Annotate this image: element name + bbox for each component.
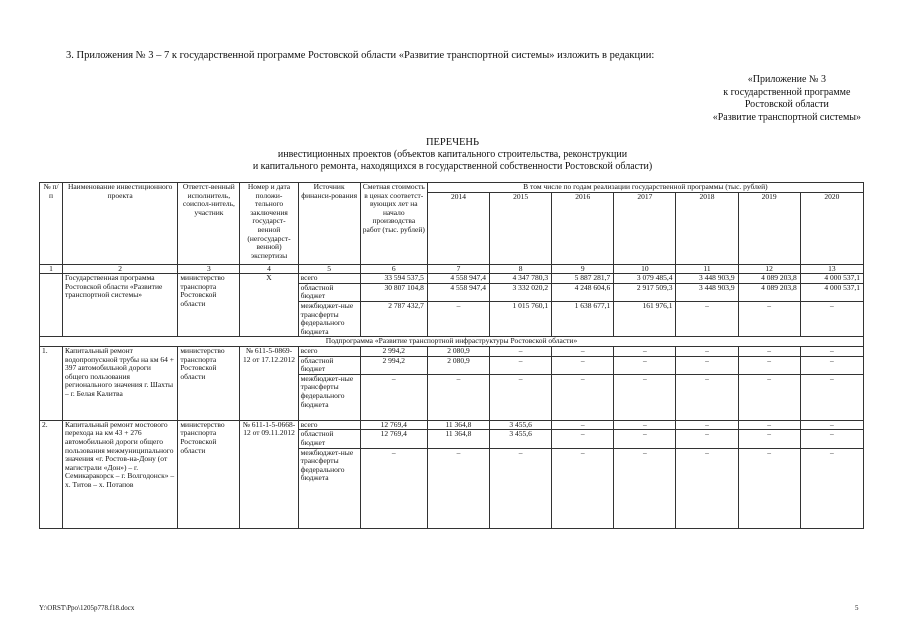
- header-years-group: В том числе по годам реализации государственной программы (тыс. рублей): [427, 183, 863, 193]
- year-value: 2 917 509,3: [614, 283, 676, 301]
- header-num: № п/п: [40, 183, 63, 265]
- investment-projects-table: [39, 182, 864, 529]
- year-value: –: [676, 430, 738, 448]
- source-cell: всего: [298, 346, 360, 356]
- source-cell: всего: [298, 274, 360, 284]
- project-name: Капитальный ремонт мостового перехода на км 43 + 276 автомобильной дороги общего пользования межмуниципального значения «г. Ростов-на-Дону (от магистрали «Дон») – г. Семикаракорск – г. Волгодонск» – х. Титов – х. Потапов: [63, 420, 178, 528]
- page-number: 5: [855, 604, 859, 612]
- cost-cell: 12 769,4: [360, 430, 427, 448]
- year-value: 11 364,8: [427, 420, 489, 430]
- cost-cell: 2 994,2: [360, 356, 427, 374]
- year-value: 161 976,1: [614, 301, 676, 336]
- year-value: –: [427, 374, 489, 420]
- year-value: –: [490, 448, 552, 528]
- column-number: 1: [40, 264, 63, 274]
- cost-cell: 2 787 432,7: [360, 301, 427, 336]
- footer-file-path: Y:\ORST\Ppo\1205p778.f18.docx: [39, 604, 135, 612]
- year-value: –: [552, 356, 614, 374]
- year-value: 4 000 537,1: [800, 283, 863, 301]
- year-value: –: [490, 356, 552, 374]
- header-year: 2016: [552, 192, 614, 264]
- column-number: 8: [490, 264, 552, 274]
- year-value: 5 887 281,7: [552, 274, 614, 284]
- header-responsible: Ответст-венный исполнитель, соиспол-нитель, участник: [178, 183, 240, 265]
- column-number: 11: [676, 264, 738, 274]
- year-value: –: [738, 301, 800, 336]
- subprogram-heading: Подпрограмма «Развитие транспортной инфраструктуры Ростовской области»: [40, 337, 864, 347]
- intro-text: 3. Приложения № 3 – 7 к государственной программе Ростовской области «Развитие транспортной системы» изложить в редакции:: [66, 50, 655, 61]
- year-value: –: [614, 346, 676, 356]
- project-responsible: министерство транспорта Ростовской области: [178, 420, 240, 528]
- year-value: –: [800, 356, 863, 374]
- year-value: –: [676, 301, 738, 336]
- year-value: –: [552, 430, 614, 448]
- year-value: 3 448 903,9: [676, 283, 738, 301]
- project-name: Капитальный ремонт водопропускной трубы на км 64 + 397 автомобильной дороги общего пользования регионального значения г. Шахты – г. Белая Калитва: [63, 346, 178, 420]
- year-value: 4 558 947,4: [427, 283, 489, 301]
- year-value: 3 455,6: [490, 430, 552, 448]
- year-value: 2 080,9: [427, 346, 489, 356]
- year-value: –: [738, 374, 800, 420]
- document-title: [0, 137, 905, 173]
- header-year: 2014: [427, 192, 489, 264]
- year-value: –: [676, 420, 738, 430]
- program-responsible: министерство транспорта Ростовской области: [178, 274, 240, 337]
- project-responsible: министерство транспорта Ростовской области: [178, 346, 240, 420]
- column-number: 4: [240, 264, 298, 274]
- year-value: –: [676, 374, 738, 420]
- year-value: –: [738, 420, 800, 430]
- year-value: –: [738, 448, 800, 528]
- title-line: инвестиционных проектов (объектов капитального строительства, реконструкции: [277, 149, 628, 160]
- source-cell: областной бюджет: [298, 283, 360, 301]
- column-number: 13: [800, 264, 863, 274]
- cost-cell: –: [360, 448, 427, 528]
- cost-cell: 12 769,4: [360, 420, 427, 430]
- program-name: Государственная программа Ростовской области «Развитие транспортной системы»: [63, 274, 178, 337]
- source-cell: межбюджет-ные трансферты федерального бюджета: [298, 448, 360, 528]
- cost-cell: 2 994,2: [360, 346, 427, 356]
- header-name: Наименование инвестиционного проекта: [63, 183, 178, 265]
- year-value: 11 364,8: [427, 430, 489, 448]
- year-value: –: [614, 356, 676, 374]
- column-number: 6: [360, 264, 427, 274]
- year-value: 3 448 903,9: [676, 274, 738, 284]
- header-year: 2015: [490, 192, 552, 264]
- year-value: –: [800, 448, 863, 528]
- appendix-heading: [713, 74, 861, 124]
- header-year: 2018: [676, 192, 738, 264]
- column-number: 9: [552, 264, 614, 274]
- year-value: –: [738, 356, 800, 374]
- year-value: –: [614, 420, 676, 430]
- title-line: и капитального ремонта, находящихся в государственной собственности Ростовской области): [252, 161, 653, 172]
- year-value: –: [614, 374, 676, 420]
- title-main: ПЕРЕЧЕНЬ: [425, 137, 480, 148]
- year-value: –: [676, 346, 738, 356]
- column-number: 7: [427, 264, 489, 274]
- header-source: Источник финанси-рования: [298, 183, 360, 265]
- year-value: –: [800, 346, 863, 356]
- column-number: 12: [738, 264, 800, 274]
- header-expertise: Номер и дата положи-тельного заключения государст-венной (негосударст-венной) экспертизы: [240, 183, 298, 265]
- cost-cell: 30 807 104,8: [360, 283, 427, 301]
- year-value: 4 248 604,6: [552, 283, 614, 301]
- year-value: –: [676, 448, 738, 528]
- year-value: 4 089 203,8: [738, 274, 800, 284]
- year-value: 3 079 485,4: [614, 274, 676, 284]
- year-value: –: [800, 301, 863, 336]
- project-expertise: № 611-1-5-0668-12 от 09.11.2012: [240, 420, 298, 528]
- year-value: –: [738, 346, 800, 356]
- project-num: 1.: [40, 346, 63, 420]
- column-number: 10: [614, 264, 676, 274]
- appendix-line: «Развитие транспортной системы»: [712, 111, 861, 123]
- year-value: 2 080,9: [427, 356, 489, 374]
- column-number: 3: [178, 264, 240, 274]
- source-cell: областной бюджет: [298, 356, 360, 374]
- header-year: 2020: [800, 192, 863, 264]
- year-value: –: [676, 356, 738, 374]
- year-value: 1 638 677,1: [552, 301, 614, 336]
- year-value: –: [552, 374, 614, 420]
- column-number: 5: [298, 264, 360, 274]
- year-value: 1 015 760,1: [490, 301, 552, 336]
- year-value: –: [490, 346, 552, 356]
- year-value: –: [738, 430, 800, 448]
- year-value: 3 332 020,2: [490, 283, 552, 301]
- source-cell: областной бюджет: [298, 430, 360, 448]
- source-cell: всего: [298, 420, 360, 430]
- program-num: [40, 274, 63, 337]
- year-value: –: [552, 346, 614, 356]
- year-value: 4 347 780,3: [490, 274, 552, 284]
- project-num: 2.: [40, 420, 63, 528]
- header-cost: Сметная стоимость в ценах соответст-вующих лет на начало производства работ (тыс. рублей): [360, 183, 427, 265]
- header-year: 2019: [738, 192, 800, 264]
- year-value: –: [800, 374, 863, 420]
- year-value: 3 455,6: [490, 420, 552, 430]
- appendix-line: к государственной программе: [723, 86, 851, 98]
- year-value: –: [800, 430, 863, 448]
- header-year: 2017: [614, 192, 676, 264]
- year-value: –: [800, 420, 863, 430]
- year-value: –: [490, 374, 552, 420]
- cost-cell: 33 594 537,5: [360, 274, 427, 284]
- year-value: 4 089 203,8: [738, 283, 800, 301]
- appendix-line: Ростовской области: [744, 99, 829, 110]
- year-value: –: [427, 448, 489, 528]
- source-cell: межбюджет-ные трансферты федерального бюджета: [298, 374, 360, 420]
- year-value: –: [614, 430, 676, 448]
- program-expertise: Х: [240, 274, 298, 337]
- year-value: –: [552, 448, 614, 528]
- year-value: 4 000 537,1: [800, 274, 863, 284]
- year-value: –: [614, 448, 676, 528]
- column-number: 2: [63, 264, 178, 274]
- year-value: –: [427, 301, 489, 336]
- year-value: 4 558 947,4: [427, 274, 489, 284]
- year-value: –: [552, 420, 614, 430]
- cost-cell: –: [360, 374, 427, 420]
- appendix-line: «Приложение № 3: [747, 74, 826, 85]
- project-expertise: № 611-5-0869-12 от 17.12.2012: [240, 346, 298, 420]
- source-cell: межбюджет-ные трансферты федерального бюджета: [298, 301, 360, 336]
